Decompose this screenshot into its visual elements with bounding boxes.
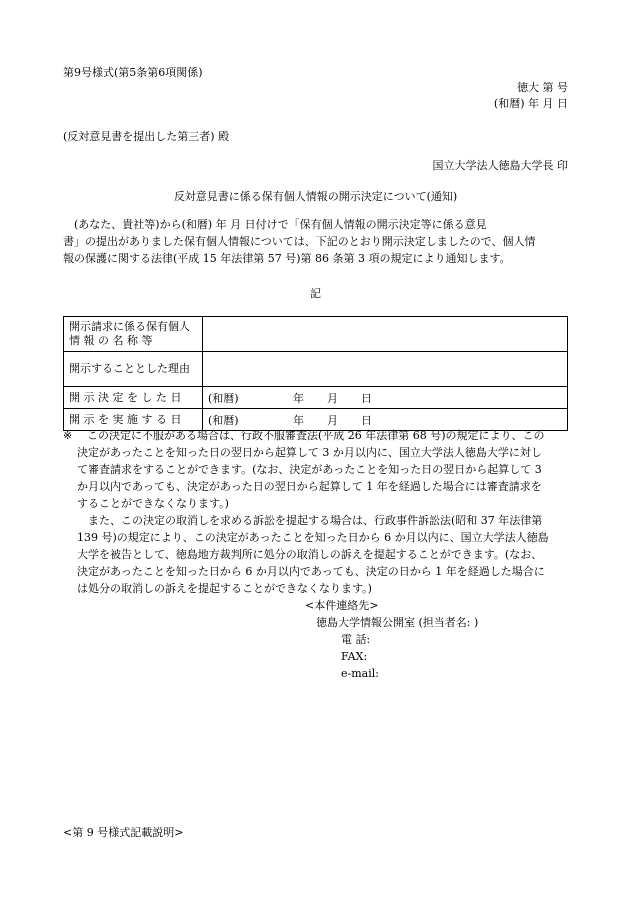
document-date: (和暦) 年 月 日	[493, 97, 568, 110]
note-line: か月以内であっても、決定があった日の翌日から起算して 1 年を経過した場合には審査請求を	[77, 480, 542, 493]
label-decision-date: 開 示 決 定 を し た 日	[64, 387, 203, 409]
intro-line: 書」の提出がありました保有個人情報については、下記のとおり開示決定しましたので、個人情	[63, 235, 536, 248]
month-label: 月	[327, 413, 338, 427]
intro-paragraph	[63, 216, 571, 267]
contact-tel: 電 話:	[341, 633, 371, 646]
note-line: 139 号)の規定により、この決定があったことを知った日から 6 か月以内に、国立大学法人徳島	[77, 531, 549, 544]
intro-line: 報の保護に関する法律(平成 15 年法律第 57 号)第 86 条第 3 項の規定により通知します。	[63, 252, 511, 265]
value-info-name	[203, 317, 568, 352]
note-line: 決定があったことを知った日の翌日から起算して 3 か月以内に、国立大学法人徳島大学に対し	[77, 446, 542, 459]
year-label: 年	[293, 413, 304, 427]
appeal-note	[63, 427, 571, 597]
table-row	[64, 352, 568, 387]
note-paragraph-2	[77, 512, 571, 597]
disclosure-table	[63, 316, 568, 431]
day-label: 日	[361, 413, 372, 427]
month-label: 月	[327, 391, 338, 405]
year-label: 年	[293, 391, 304, 405]
note-line: は処分の取消しの訴えを提起することができなくなります。)	[77, 582, 372, 595]
note-paragraph-1	[77, 427, 571, 512]
table-row	[64, 387, 568, 409]
form-number: 第9号様式(第5条第6項関係)	[63, 66, 203, 79]
day-label: 日	[361, 391, 372, 405]
recipient-line: (反対意見書を提出した第三者) 殿	[63, 130, 230, 143]
table-row	[64, 317, 568, 352]
note-line: 決定があったことを知った日から 6 か月以内であっても、決定の日から 1 年を経過した場合に	[77, 565, 545, 578]
document-title: 反対意見書に係る保有個人情報の開示決定について(通知)	[173, 190, 458, 203]
ki-heading: 記	[310, 287, 321, 300]
note-line: て審査請求をすることができます。(なお、決定があったことを知った日の翌日から起算して 3	[77, 463, 542, 476]
note-line: 大学を被告として、徳島地方裁判所に処分の取消しの訴えを提起することができます。(なお、	[77, 548, 543, 561]
era-label: (和暦)	[208, 413, 239, 427]
note-line: また、この決定の取消しを求める訴訟を提起する場合は、行政事件訴訟法(昭和 37 年法律第	[88, 514, 543, 527]
contact-fax: FAX:	[341, 650, 368, 663]
contact-heading: <本件連絡先>	[305, 599, 379, 612]
value-reason	[203, 352, 568, 387]
note-line: この決定に不服がある場合は、行政不服審査法(平成 26 年法律第 68 号)の規定により、この	[87, 429, 545, 442]
label-text: 情 報 の 名 称 等	[69, 334, 153, 347]
contact-email: e-mail:	[341, 667, 379, 680]
era-label: (和暦)	[208, 391, 239, 405]
label-reason: 開示することとした理由	[64, 352, 203, 387]
value-decision-date	[203, 387, 568, 409]
note-mark: ※	[63, 429, 73, 442]
contact-office: 徳島大学情報公開室 (担当者名: )	[316, 616, 479, 629]
label-text: 開示請求に係る保有個人	[69, 320, 190, 333]
document-number: 徳大 第 号	[517, 81, 568, 94]
label-info-name	[64, 317, 203, 352]
intro-line: (あなた、貴社等)から(和暦) 年 月 日付けで「保有個人情報の開示決定等に係る意見	[74, 218, 487, 231]
sender-line: 国立大学法人徳島大学長 印	[432, 159, 568, 172]
footer-note: <第 9 号様式記載説明>	[63, 826, 184, 839]
note-line: することができなくなります。)	[77, 497, 229, 510]
label-implementation-date: 開 示 を 実 施 す る 日	[64, 409, 203, 431]
